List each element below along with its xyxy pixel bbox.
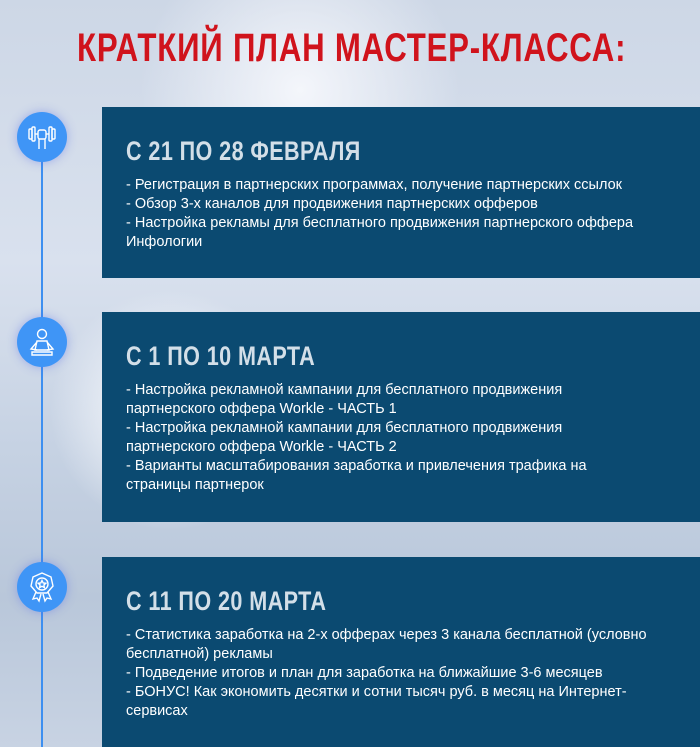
- stage-card-2: [102, 312, 700, 522]
- stage-card-1: [102, 107, 700, 278]
- list-item: - Настройка рекламной кампании для бесплатного продвижения партнерского оффера Workle - ЧАСТЬ 1: [126, 382, 563, 417]
- list-item: - Подведение итогов и план для заработка на ближайшие 3-6 месяцев: [126, 665, 603, 681]
- list-item: - Настройка рекламной кампании для бесплатного продвижения партнерского оффера Workle - ЧАСТЬ 2: [126, 420, 563, 455]
- stage-heading: С 21 ПО 28 ФЕВРАЛЯ: [126, 136, 361, 166]
- stage-heading: С 11 ПО 20 МАРТА: [126, 586, 327, 616]
- list-item: - Статистика заработка на 2-х офферах через 3 канала бесплатной (условно бесплатной) рекламы: [126, 627, 647, 662]
- stage-items: [126, 176, 678, 252]
- stage-card-3: [102, 557, 700, 747]
- list-item: - Регистрация в партнерских программах, получение партнерских ссылок: [126, 177, 622, 193]
- stage-heading: С 1 ПО 10 МАРТА: [126, 341, 316, 371]
- award-badge-icon: [17, 562, 67, 612]
- list-item: - Обзор 3-х каналов для продвижения партнерских офферов: [126, 196, 538, 212]
- meditation-icon: [17, 317, 67, 367]
- dumbbell-fist-icon: [17, 112, 67, 162]
- stage-items: [126, 626, 678, 721]
- list-item: - БОНУС! Как экономить десятки и сотни тысяч руб. в месяц на Интернет-сервисах: [126, 684, 627, 719]
- timeline-line: [41, 137, 43, 747]
- list-item: - Настройка рекламы для бесплатного продвижения партнерского оффера Инфологии: [126, 215, 634, 250]
- page-title: КРАТКИЙ ПЛАН МАСТЕР-КЛАССА:: [77, 26, 627, 70]
- stage-items: [126, 381, 678, 495]
- list-item: - Варианты масштабирования заработка и привлечения трафика на страницы партнерок: [126, 458, 587, 493]
